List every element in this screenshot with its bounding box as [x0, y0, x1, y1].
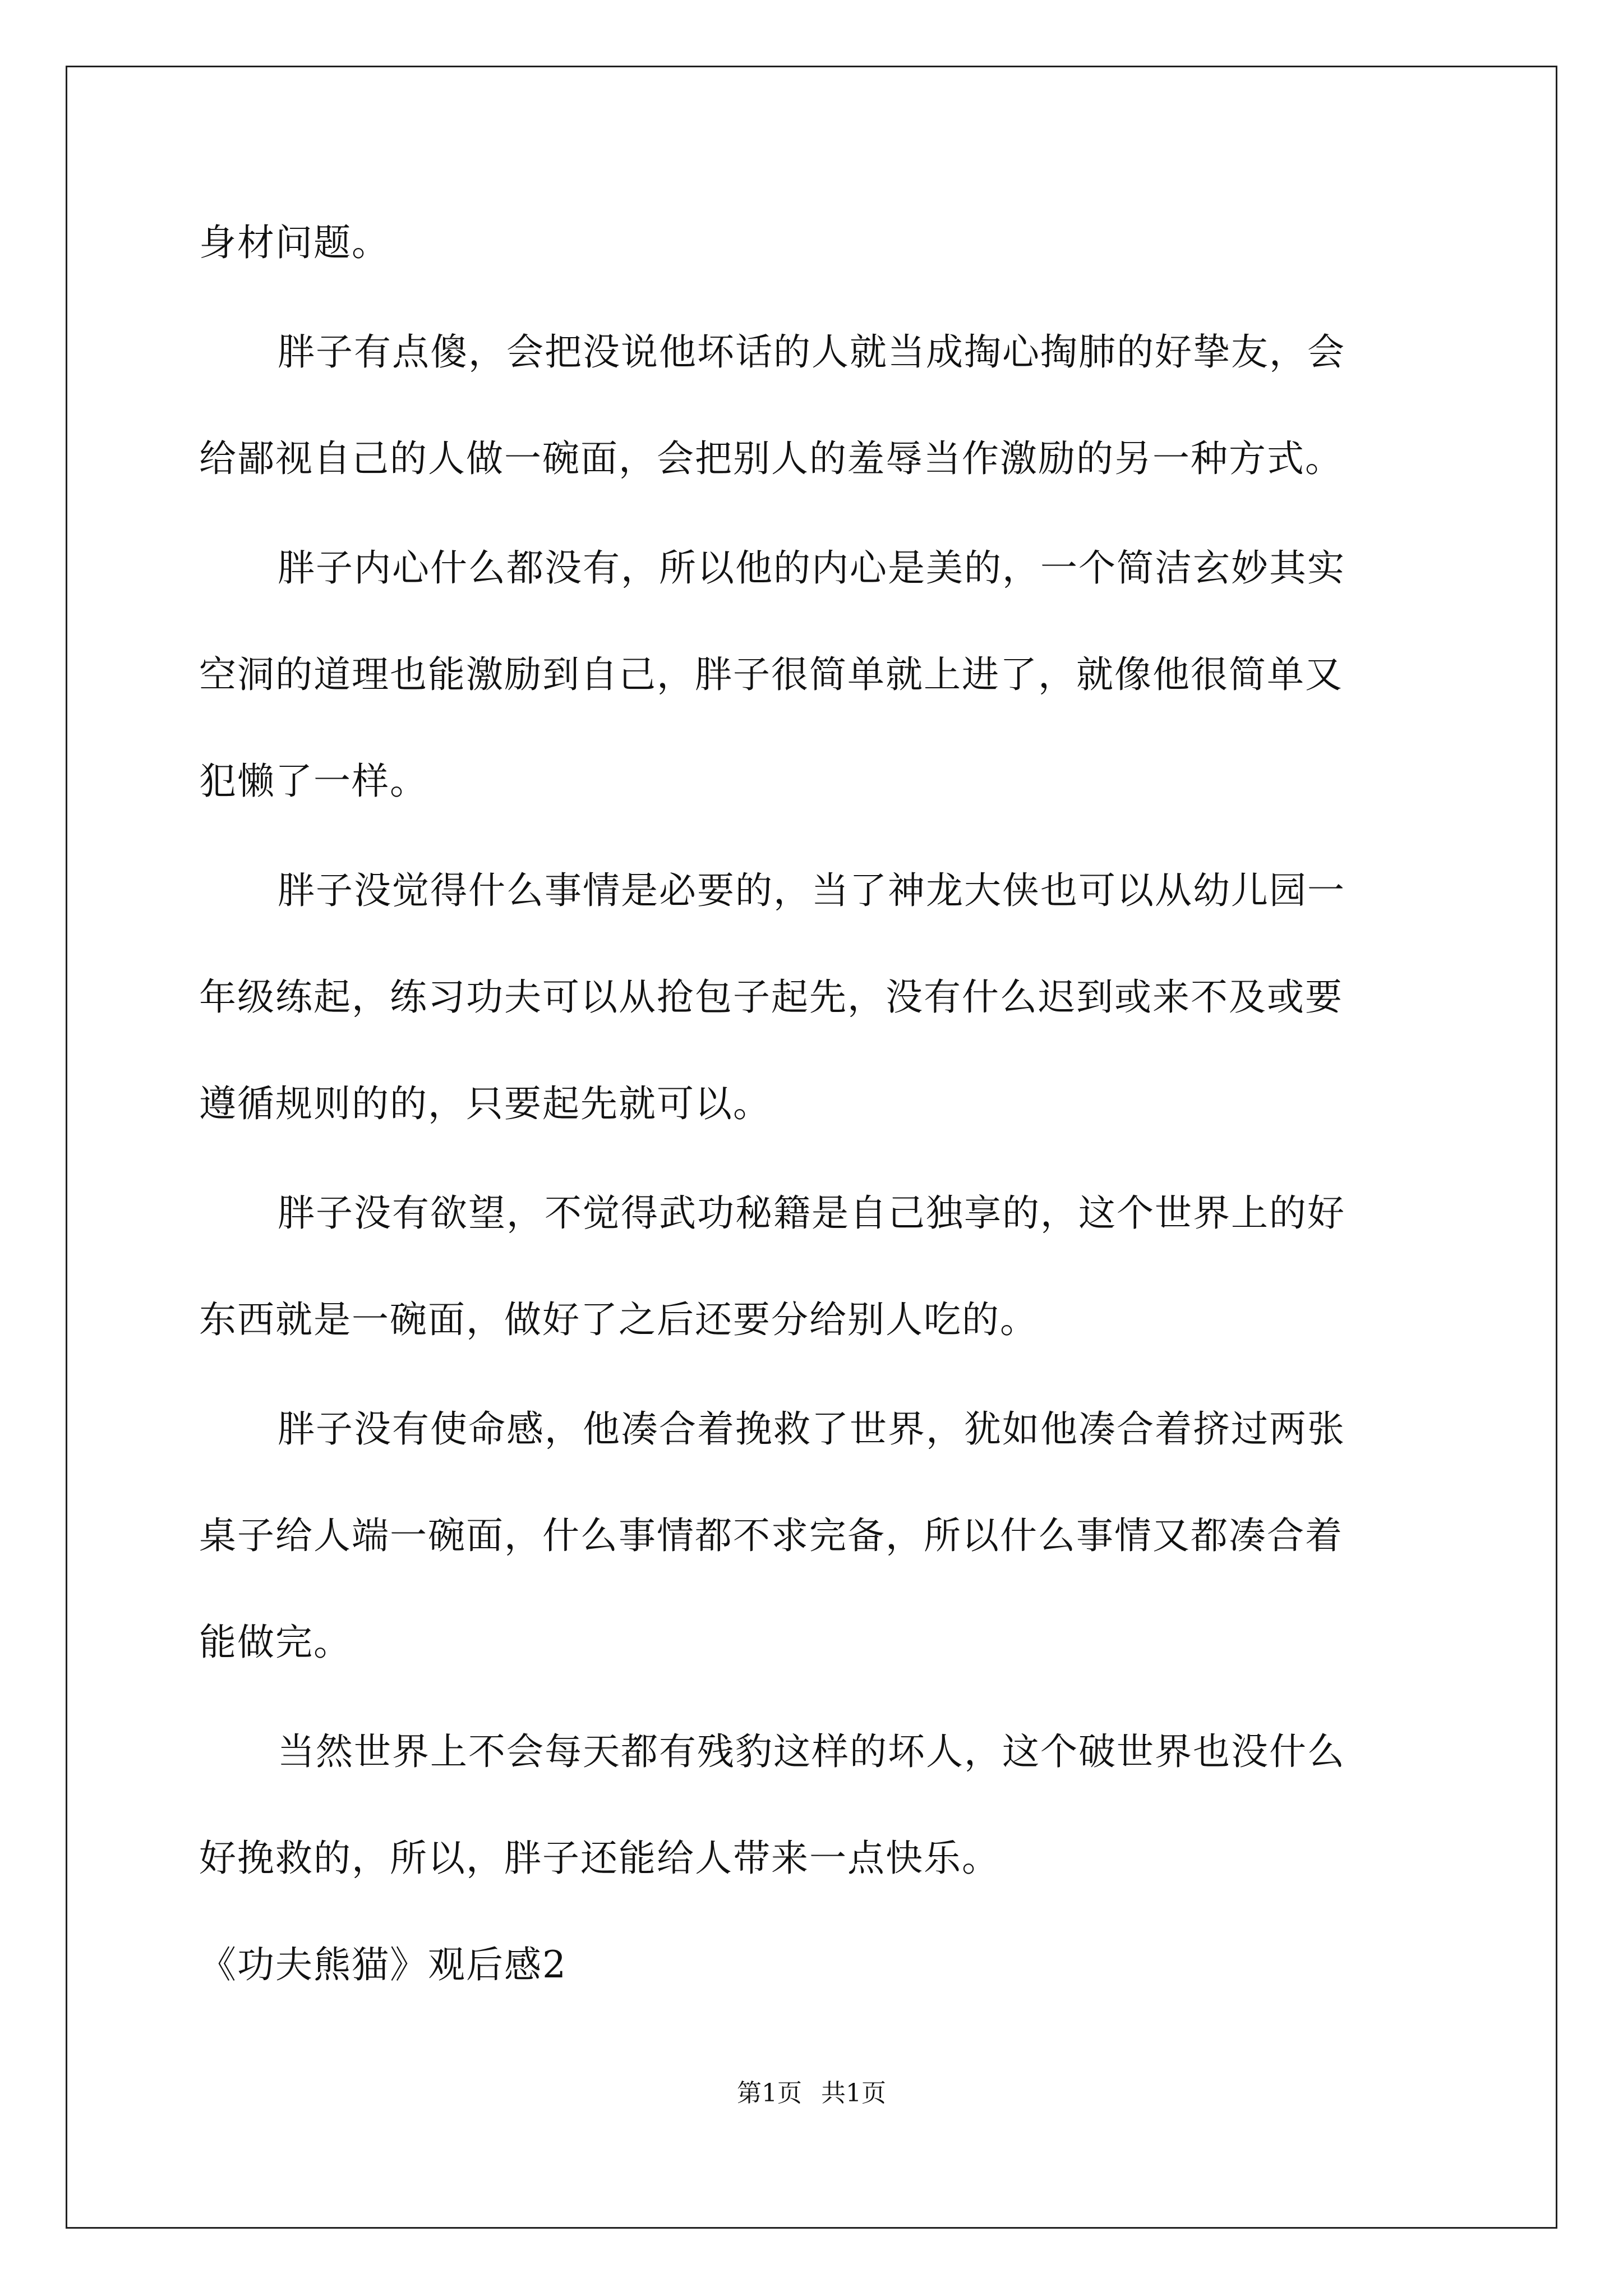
paragraph-line: 胖子内心什么都没有，所以他的内心是美的，一个简洁玄妙其实 — [278, 546, 1345, 590]
paragraph-line: 好挽救的，所以，胖子还能给人带来一点快乐。 — [199, 1837, 1000, 1880]
paragraph-line: 年级练起，练习功夫可以从抢包子起先，没有什么迟到或来不及或要 — [199, 976, 1343, 1019]
paragraph-line: 犯懒了一样。 — [199, 760, 428, 803]
paragraph-line: 给鄙视自己的人做一碗面，会把别人的羞辱当作激励的另一种方式。 — [199, 437, 1343, 480]
paragraph-line: 能做完。 — [199, 1621, 352, 1664]
paragraph-line: 胖子没觉得什么事情是必要的，当了神龙大侠也可以从幼儿园一 — [278, 869, 1345, 912]
paragraph-line: 桌子给人端一碗面，什么事情都不求完备，所以什么事情又都凑合着 — [199, 1514, 1343, 1557]
paragraph-line: 胖子没有欲望，不觉得武功秘籍是自己独享的，这个世界上的好 — [278, 1191, 1345, 1235]
section-heading: 《功夫熊猫》观后感2 — [199, 1943, 567, 1986]
paragraph-line: 东西就是一碗面，做好了之后还要分给别人吃的。 — [199, 1298, 1038, 1341]
paragraph-line: 身材问题。 — [199, 221, 390, 264]
paragraph-line: 胖子没有使命感，他凑合着挽救了世界，犹如他凑合着挤过两张 — [278, 1407, 1345, 1451]
paragraph-line: 当然世界上不会每天都有残豹这样的坏人，这个破世界也没什么 — [278, 1730, 1345, 1773]
paragraph-line: 胖子有点傻，会把没说他坏话的人就当成掏心掏肺的好挚友，会 — [278, 330, 1345, 374]
paragraph-line: 空洞的道理也能激励到自己，胖子很简单就上进了，就像他很简单又 — [199, 653, 1343, 696]
page-footer: 第1页 共1页 — [737, 2079, 886, 2108]
paragraph-line: 遵循规则的的，只要起先就可以。 — [199, 1082, 771, 1125]
page-border — [66, 66, 1557, 2229]
